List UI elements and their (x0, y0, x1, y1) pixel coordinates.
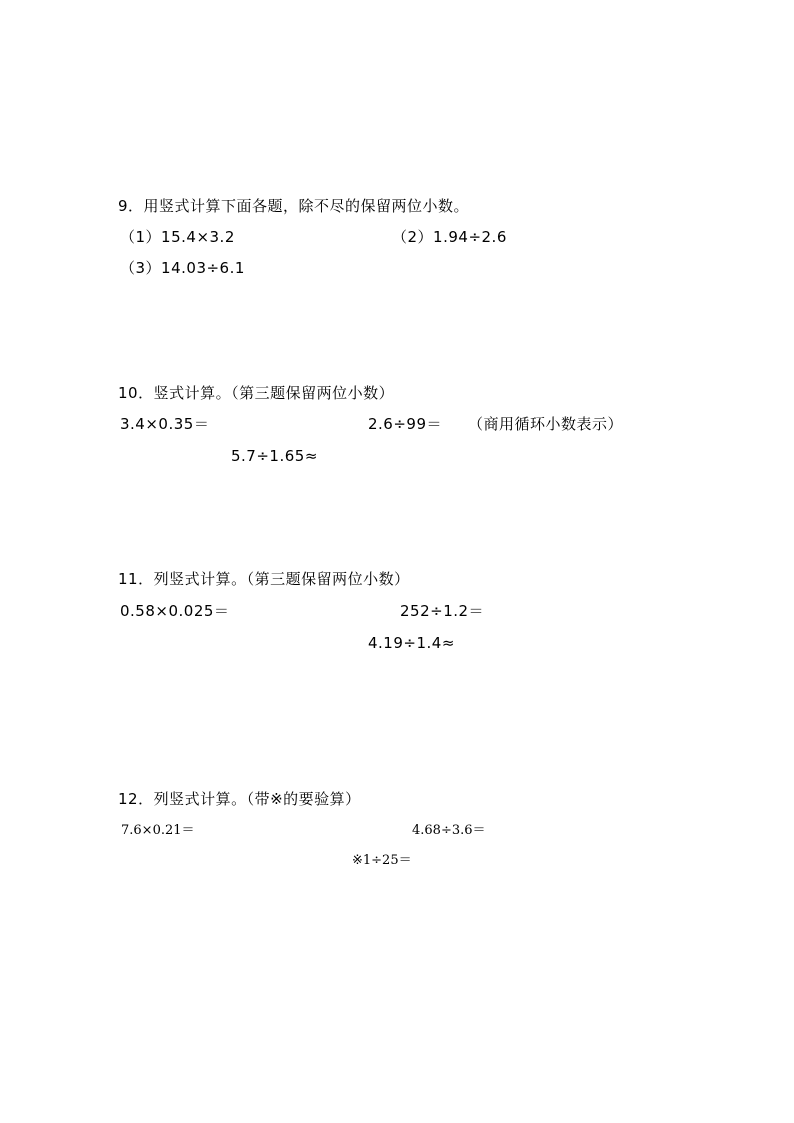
q12-item-2: 4.68÷3.6＝ (412, 823, 486, 838)
q11-item-3: 4.19÷1.4≈ (368, 634, 455, 652)
q12-title: 12．列竖式计算。（带※的要验算） (118, 790, 361, 808)
q10-title: 10．竖式计算。（第三题保留两位小数） (118, 384, 395, 402)
q11-title: 11．列竖式计算。（第三题保留两位小数） (118, 570, 410, 588)
q11-item-1: 0.58×0.025＝ (120, 602, 230, 620)
q12-item-3: ※1÷25＝ (352, 853, 412, 868)
q10-item-3: 5.7÷1.65≈ (231, 447, 318, 465)
q9-item-2: （2）1.94÷2.6 (392, 228, 507, 246)
q10-item-2: 2.6÷99＝ (368, 415, 443, 433)
q12-item-1: 7.6×0.21＝ (121, 823, 195, 838)
q9-title: 9．用竖式计算下面各题，除不尽的保留两位小数。 (118, 197, 470, 215)
q10-note: （商用循环小数表示） (468, 415, 624, 433)
q9-item-1: （1）15.4×3.2 (120, 228, 235, 246)
q11-item-2: 252÷1.2＝ (400, 602, 485, 620)
q9-item-3: （3）14.03÷6.1 (120, 259, 245, 277)
q10-item-1: 3.4×0.35＝ (120, 415, 210, 433)
